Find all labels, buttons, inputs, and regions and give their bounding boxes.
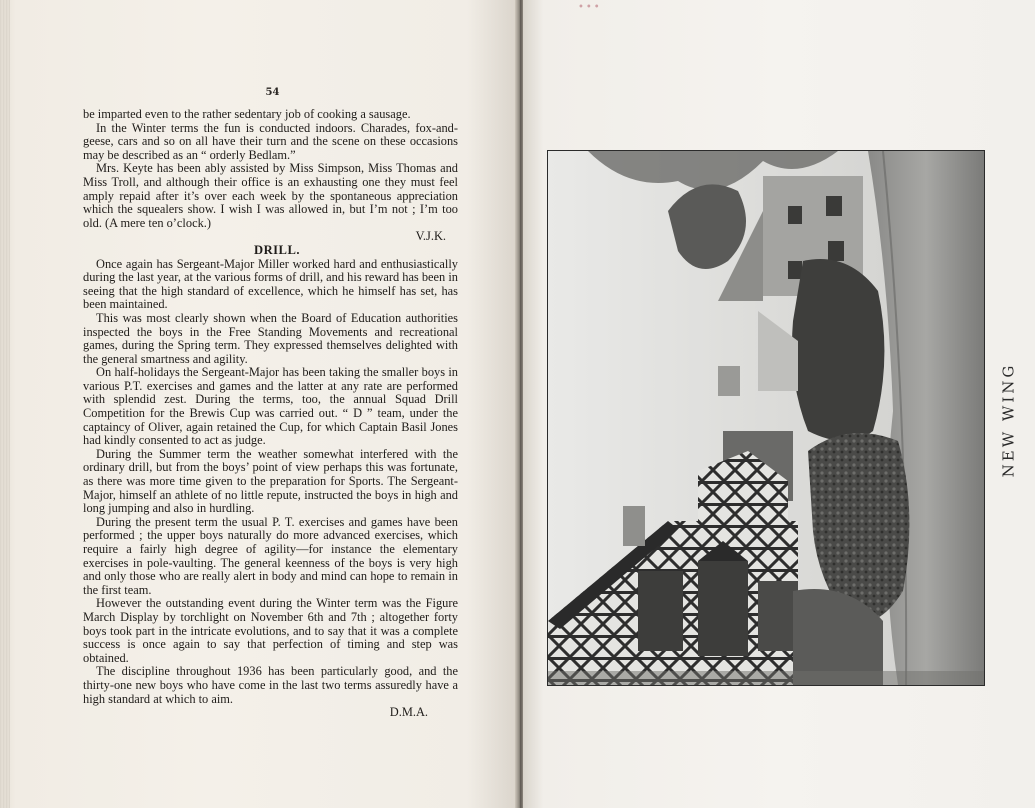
paragraph: On half-holidays the Sergeant-Major has been taking the smaller boys in various P.T. exercises and games and the latter at any rate are performed with splendid zest. During the terms, too, the annual Squad Drill Competition for the Brewis Cup was carried out. “ D ” team, under the captaincy of Oliver, again retained the Cup, for which Captain Basil Jones had kindly consented to act as judge. [83, 365, 458, 448]
new-wing-photograph [547, 150, 985, 686]
paper-stain: ••• [578, 2, 602, 13]
article-text [83, 108, 458, 720]
page-number: 54 [265, 87, 280, 98]
paragraph: During the Summer term the weather somewhat interfered with the ordinary drill, but from the boys’ point of view perhaps this was fortunate, as there was more time given to the preparation for Sports. The Sergeant-Major, himself an athlete of no little repute, instructed the boys in high and long jumping and also in hurdling. [83, 446, 458, 516]
paragraph: Mrs. Keyte has been ably assisted by Miss Simpson, Miss Thomas and Miss Troll, and although their office is an exhausting one they must feel amply repaid after it’s over each week by the spontaneous appreciation which the squealers show. I wish I was allowed in, but I’m not ; I’m too old. (A mere ten o’clock.) [83, 161, 458, 230]
paragraph: In the Winter terms the fun is conducted indoors. Charades, fox-and-geese, cars and so on all have their turn and the scene on these occasions may be described as an “ orderly Bedlam.” [83, 120, 458, 162]
photo-image [548, 151, 984, 685]
paragraph: This was most clearly shown when the Board of Education authorities inspected the boys in the Free Standing Movements and recreational games, during the Spring term. They expressed themselves delighted with the general smartness and agility. [83, 310, 458, 366]
paragraph: However the outstanding event during the Winter term was the Figure March Display by torchlight on November 6th and 7th ; altogether forty boys took part in the intricate evolutions, and to say that it was a complete success is once again to say that perfection of timing and step was obtained. [83, 596, 458, 665]
paragraph: be imparted even to the rather sedentary job of cooking a sausage. [83, 107, 411, 121]
signature-dma: D.M.A. [389, 705, 428, 720]
photo-caption: NEW WING [999, 362, 1017, 478]
section-heading-drill: DRILL. [253, 242, 301, 257]
paragraph: Once again has Sergeant-Major Miller worked hard and enthusiastically during the last year, at the various forms of drill, and his reward has been in seeing that the high standard of excellence, which he himself has set, has been maintained. [83, 256, 458, 312]
paragraph: The discipline throughout 1936 has been particularly good, and the thirty-one new boys who have come in the last two terms assuredly have a high standard at which to aim. [83, 664, 458, 706]
paragraph: During the present term the usual P. T. exercises and games have been performed ; the upper boys naturally do more advanced exercises, which require a fairly high degree of agility—for instance the elementary exercises in pole-vaulting. The general keenness of the boys is very high and only those who are really alert in body and mind can hope to remain in the first team. [83, 514, 458, 597]
signature-vjk: V.J.K. [415, 229, 446, 244]
